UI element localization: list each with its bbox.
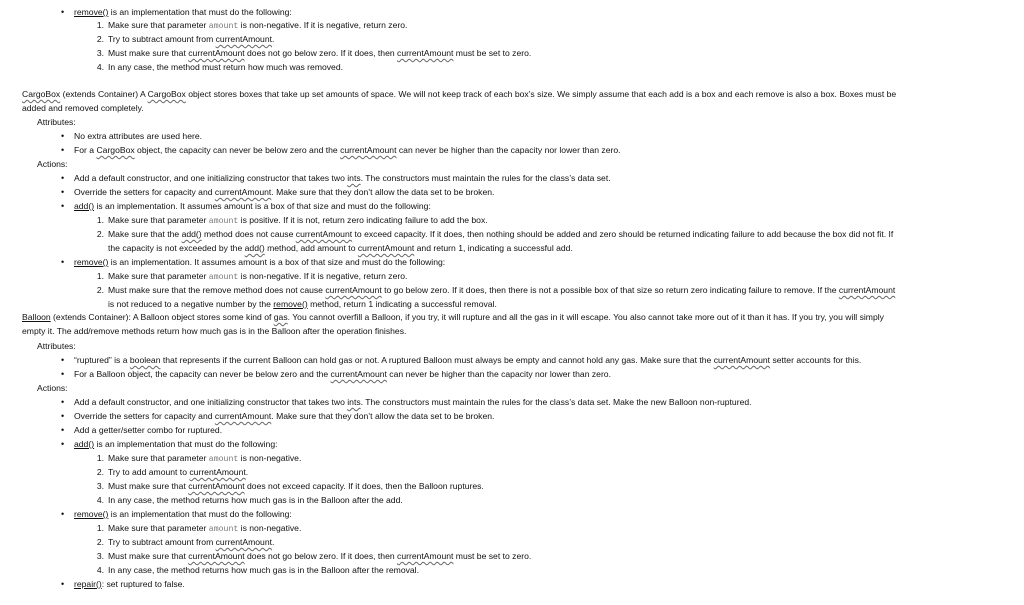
text: is an implementation. It assumes amount is a box of that size and must do the following: (94, 201, 431, 211)
text: is non-negative. If it is negative, return zero. (238, 271, 408, 281)
cargobox-actions-label: Actions: (37, 159, 68, 169)
balloon-add-bullet (74, 439, 278, 449)
code-amount: amount (208, 217, 239, 226)
step-number: 3. (96, 481, 104, 491)
text: : set ruptured to false. (101, 579, 185, 589)
text: is positive. If it is not, return zero indicating failure to add the box. (238, 215, 488, 225)
remove-step-1 (96, 20, 408, 32)
text: is non-negative. (238, 453, 302, 463)
text: can never be higher than the capacity nor lower than zero. (396, 145, 621, 155)
remove-bullet (74, 7, 292, 17)
text: Add a default constructor, and one initializing constructor that takes two (74, 397, 348, 407)
code-amount: amount (208, 455, 239, 464)
cargobox-act-2 (74, 187, 494, 197)
text: . Make sure that they don’t allow the data set to be broken. (271, 411, 495, 421)
spell-word: currentAmount (330, 369, 387, 379)
step-number: 1. (96, 271, 104, 281)
text: setter accounts for this. (770, 355, 862, 365)
text: does not go below zero. If it does, then (244, 551, 398, 561)
step-text: must be set to zero. (453, 48, 532, 58)
text: . (245, 467, 249, 477)
balloon-attr-1 (74, 355, 861, 365)
text: Must make sure that (108, 551, 189, 561)
spell-word: currentAmount (189, 467, 246, 477)
balloon-actions-label: Actions: (37, 383, 68, 393)
step-text: . (272, 34, 275, 44)
remove-step-4 (96, 62, 344, 72)
spell-word: ints (347, 397, 361, 407)
text: to exceed capacity. If it does, then nothing should be added and zero should be returned indicating failure to add because the box did not fit. If (352, 229, 894, 239)
text: In any case, the method returns how much gas is in the Balloon after the add. (108, 495, 403, 505)
cargobox-remove-bullet (74, 257, 445, 267)
balloon-add-step-4 (96, 495, 403, 505)
intro-text: object stores boxes that take up set amounts of space. We will not keep track of each box’s size. We simply assume that each add is a box and each remove is also a box. Boxes must be (185, 89, 897, 99)
cargobox-remove-step-1 (96, 271, 408, 283)
spell-word: ints (347, 173, 361, 183)
text: In any case, the method returns how much gas is in the Balloon after the removal. (108, 565, 419, 575)
spell-word: gas (273, 312, 288, 322)
spell-word: CargoBox (147, 89, 186, 99)
text: is an implementation. It assumes amount is a box of that size and must do the following: (108, 257, 446, 267)
text: Override the setters for capacity and (74, 187, 215, 197)
add-link[interactable]: add() (74, 439, 95, 449)
balloon-remove-step-2 (96, 537, 275, 547)
balloon-attributes-label: Attributes: (37, 341, 76, 351)
remove-link[interactable]: remove() (74, 509, 109, 519)
spell-word: currentAmount (838, 285, 896, 295)
remove-head-text: is an implementation that must do the following: (108, 7, 292, 17)
balloon-add-step-2 (96, 467, 249, 477)
text: must be set to zero. (453, 551, 532, 561)
text: . (272, 537, 275, 547)
text: Make sure that parameter (108, 453, 209, 463)
balloon-attr-2 (74, 369, 611, 379)
text: method, return 1 indicating a successful removal. (307, 299, 497, 309)
spell-word: currentAmount (295, 229, 353, 239)
spell-word: currentAmount (188, 48, 245, 58)
cargobox-intro-line2: added and removed completely. (22, 103, 144, 113)
text: is non-negative. (238, 523, 302, 533)
remove-link[interactable]: remove() (74, 257, 109, 267)
step-number: 2. (96, 34, 104, 44)
step-number: 1. (96, 20, 104, 30)
intro-text: (extends Container) A (60, 89, 148, 99)
cargobox-attributes-label: Attributes: (37, 117, 76, 127)
cargobox-act-1 (74, 173, 611, 183)
remove-step-2 (96, 34, 275, 44)
spell-word: add() (181, 229, 202, 239)
text: Make sure that parameter (108, 215, 209, 225)
text: Must make sure that (108, 481, 189, 491)
balloon-remove-step-3 (96, 551, 532, 561)
spell-word: currentAmount (215, 537, 272, 547)
text: . The constructors must maintain the rules for the class’s data set. (360, 173, 611, 183)
text: method, add amount to (264, 243, 358, 253)
cargobox-intro (22, 89, 896, 99)
text: . You cannot overfill a Balloon, if you try, it will rupture and all the gas in it will escape. You also cannot take more out of it than it has. If you try, you will simply (287, 312, 884, 322)
step-number: 3. (96, 48, 104, 58)
text: method does not cause (201, 229, 296, 239)
spell-word: currentAmount (340, 145, 397, 155)
text: and return 1, indicating a successful add. (414, 243, 573, 253)
step-number: 1. (96, 215, 104, 225)
repair-link[interactable]: repair() (74, 579, 102, 589)
text: that represents if the current Balloon can hold gas or not. A ruptured Balloon must always be empty and cannot hold any gas. Make sure that the (160, 355, 714, 365)
balloon-act-2 (74, 411, 494, 421)
spell-word: currentAmount (397, 551, 454, 561)
step-text: Try to subtract amount from (108, 34, 216, 44)
text: . Make sure that they don’t allow the data set to be broken. (271, 187, 495, 197)
text: Try to subtract amount from (108, 537, 216, 547)
remove-link[interactable]: remove() (273, 299, 308, 309)
balloon-remove-step-4 (96, 565, 419, 575)
step-number: 2. (96, 467, 104, 477)
balloon-repair-bullet (74, 579, 185, 589)
text: the capacity is not exceeded by the (108, 243, 245, 253)
spell-word: boolean (129, 355, 161, 365)
text: Make sure that parameter (108, 523, 209, 533)
code-amount: amount (208, 525, 239, 534)
spell-word: currentAmount (325, 285, 382, 295)
step-number: 1. (96, 523, 104, 533)
text: For a (74, 145, 97, 155)
step-number: 2. (96, 229, 104, 239)
text: Add a default constructor, and one initializing constructor that takes two (74, 173, 348, 183)
text: to go below zero. If it does, then there is not a possible box of that size so return zero indicating failure to remove. If the (381, 285, 839, 295)
cargobox-remove-step-2 (96, 285, 896, 295)
cargobox-title: CargoBox (22, 89, 61, 99)
add-link[interactable]: add() (74, 201, 95, 211)
balloon-remove-bullet (74, 509, 292, 519)
text: is an implementation that must do the following: (108, 509, 292, 519)
code-amount: amount (208, 273, 239, 282)
cargobox-add-step-2-cont (108, 243, 573, 253)
spell-word: currentAmount (397, 48, 454, 58)
step-text: Must make sure that (108, 48, 189, 58)
spell-word: currentAmount (188, 481, 245, 491)
text: Make sure that parameter (108, 271, 209, 281)
balloon-title: Balloon (22, 312, 51, 322)
text: does not exceed capacity. If it does, then the Balloon ruptures. (244, 481, 484, 491)
balloon-act-1 (74, 397, 752, 407)
step-number: 4. (96, 62, 104, 72)
text: . The constructors must maintain the rules for the class’s data set. Make the new Balloon non-ruptured. (360, 397, 752, 407)
text: Must make sure that the remove method does not cause (108, 285, 326, 295)
spell-word: add() (244, 243, 265, 253)
text: (extends Container): A Balloon object stores some kind of (50, 312, 274, 322)
balloon-add-step-3 (96, 481, 484, 491)
cargobox-attr-1: • No extra attributes are used here. (74, 131, 202, 141)
text: can never be higher than the capacity nor lower than zero. (386, 369, 611, 379)
step-text: does not go below zero. If it does, then (244, 48, 398, 58)
spell-word: CargoBox (96, 145, 135, 155)
cargobox-add-step-1 (96, 215, 488, 227)
spell-word: currentAmount (357, 243, 415, 253)
step-text: is non-negative. If it is negative, return zero. (238, 20, 408, 30)
text: “ruptured” is a (74, 355, 130, 365)
step-number: 1. (96, 453, 104, 463)
spell-word: currentAmount (214, 187, 272, 197)
text: Override the setters for capacity and (74, 411, 215, 421)
code-amount: amount (208, 22, 239, 31)
step-text: In any case, the method must return how much was removed. (108, 62, 344, 72)
text: is not reduced to a negative number by the (108, 299, 274, 309)
cargobox-remove-step-2-cont (108, 299, 497, 309)
text: object, the capacity can never be below zero and the (134, 145, 341, 155)
step-number: 2. (96, 537, 104, 547)
remove-step-3 (96, 48, 532, 58)
spell-word: currentAmount (215, 34, 272, 44)
spell-word: currentAmount (713, 355, 771, 365)
step-text: Make sure that parameter (108, 20, 209, 30)
text: Try to add amount to (108, 467, 190, 477)
step-number: 4. (96, 495, 104, 505)
cargobox-add-bullet (74, 201, 431, 211)
text: For a Balloon object, the capacity can never be below zero and the (74, 369, 331, 379)
spell-word: currentAmount (214, 411, 272, 421)
cargobox-add-step-2 (96, 229, 894, 239)
text: is an implementation that must do the following: (94, 439, 278, 449)
balloon-intro-line2: empty it. The add/remove methods return how much gas is in the Balloon after the operation finishes. (22, 326, 407, 336)
balloon-remove-step-1 (96, 523, 302, 535)
step-number: 4. (96, 565, 104, 575)
cargobox-attr-2 (74, 145, 621, 155)
balloon-add-step-1 (96, 453, 302, 465)
remove-link[interactable]: remove() (74, 7, 109, 17)
step-number: 2. (96, 285, 104, 295)
step-number: 3. (96, 551, 104, 561)
text: Make sure that the (108, 229, 182, 239)
balloon-intro (22, 312, 884, 322)
balloon-act-3: • Add a getter/setter combo for ruptured. (74, 425, 222, 435)
spell-word: currentAmount (188, 551, 245, 561)
